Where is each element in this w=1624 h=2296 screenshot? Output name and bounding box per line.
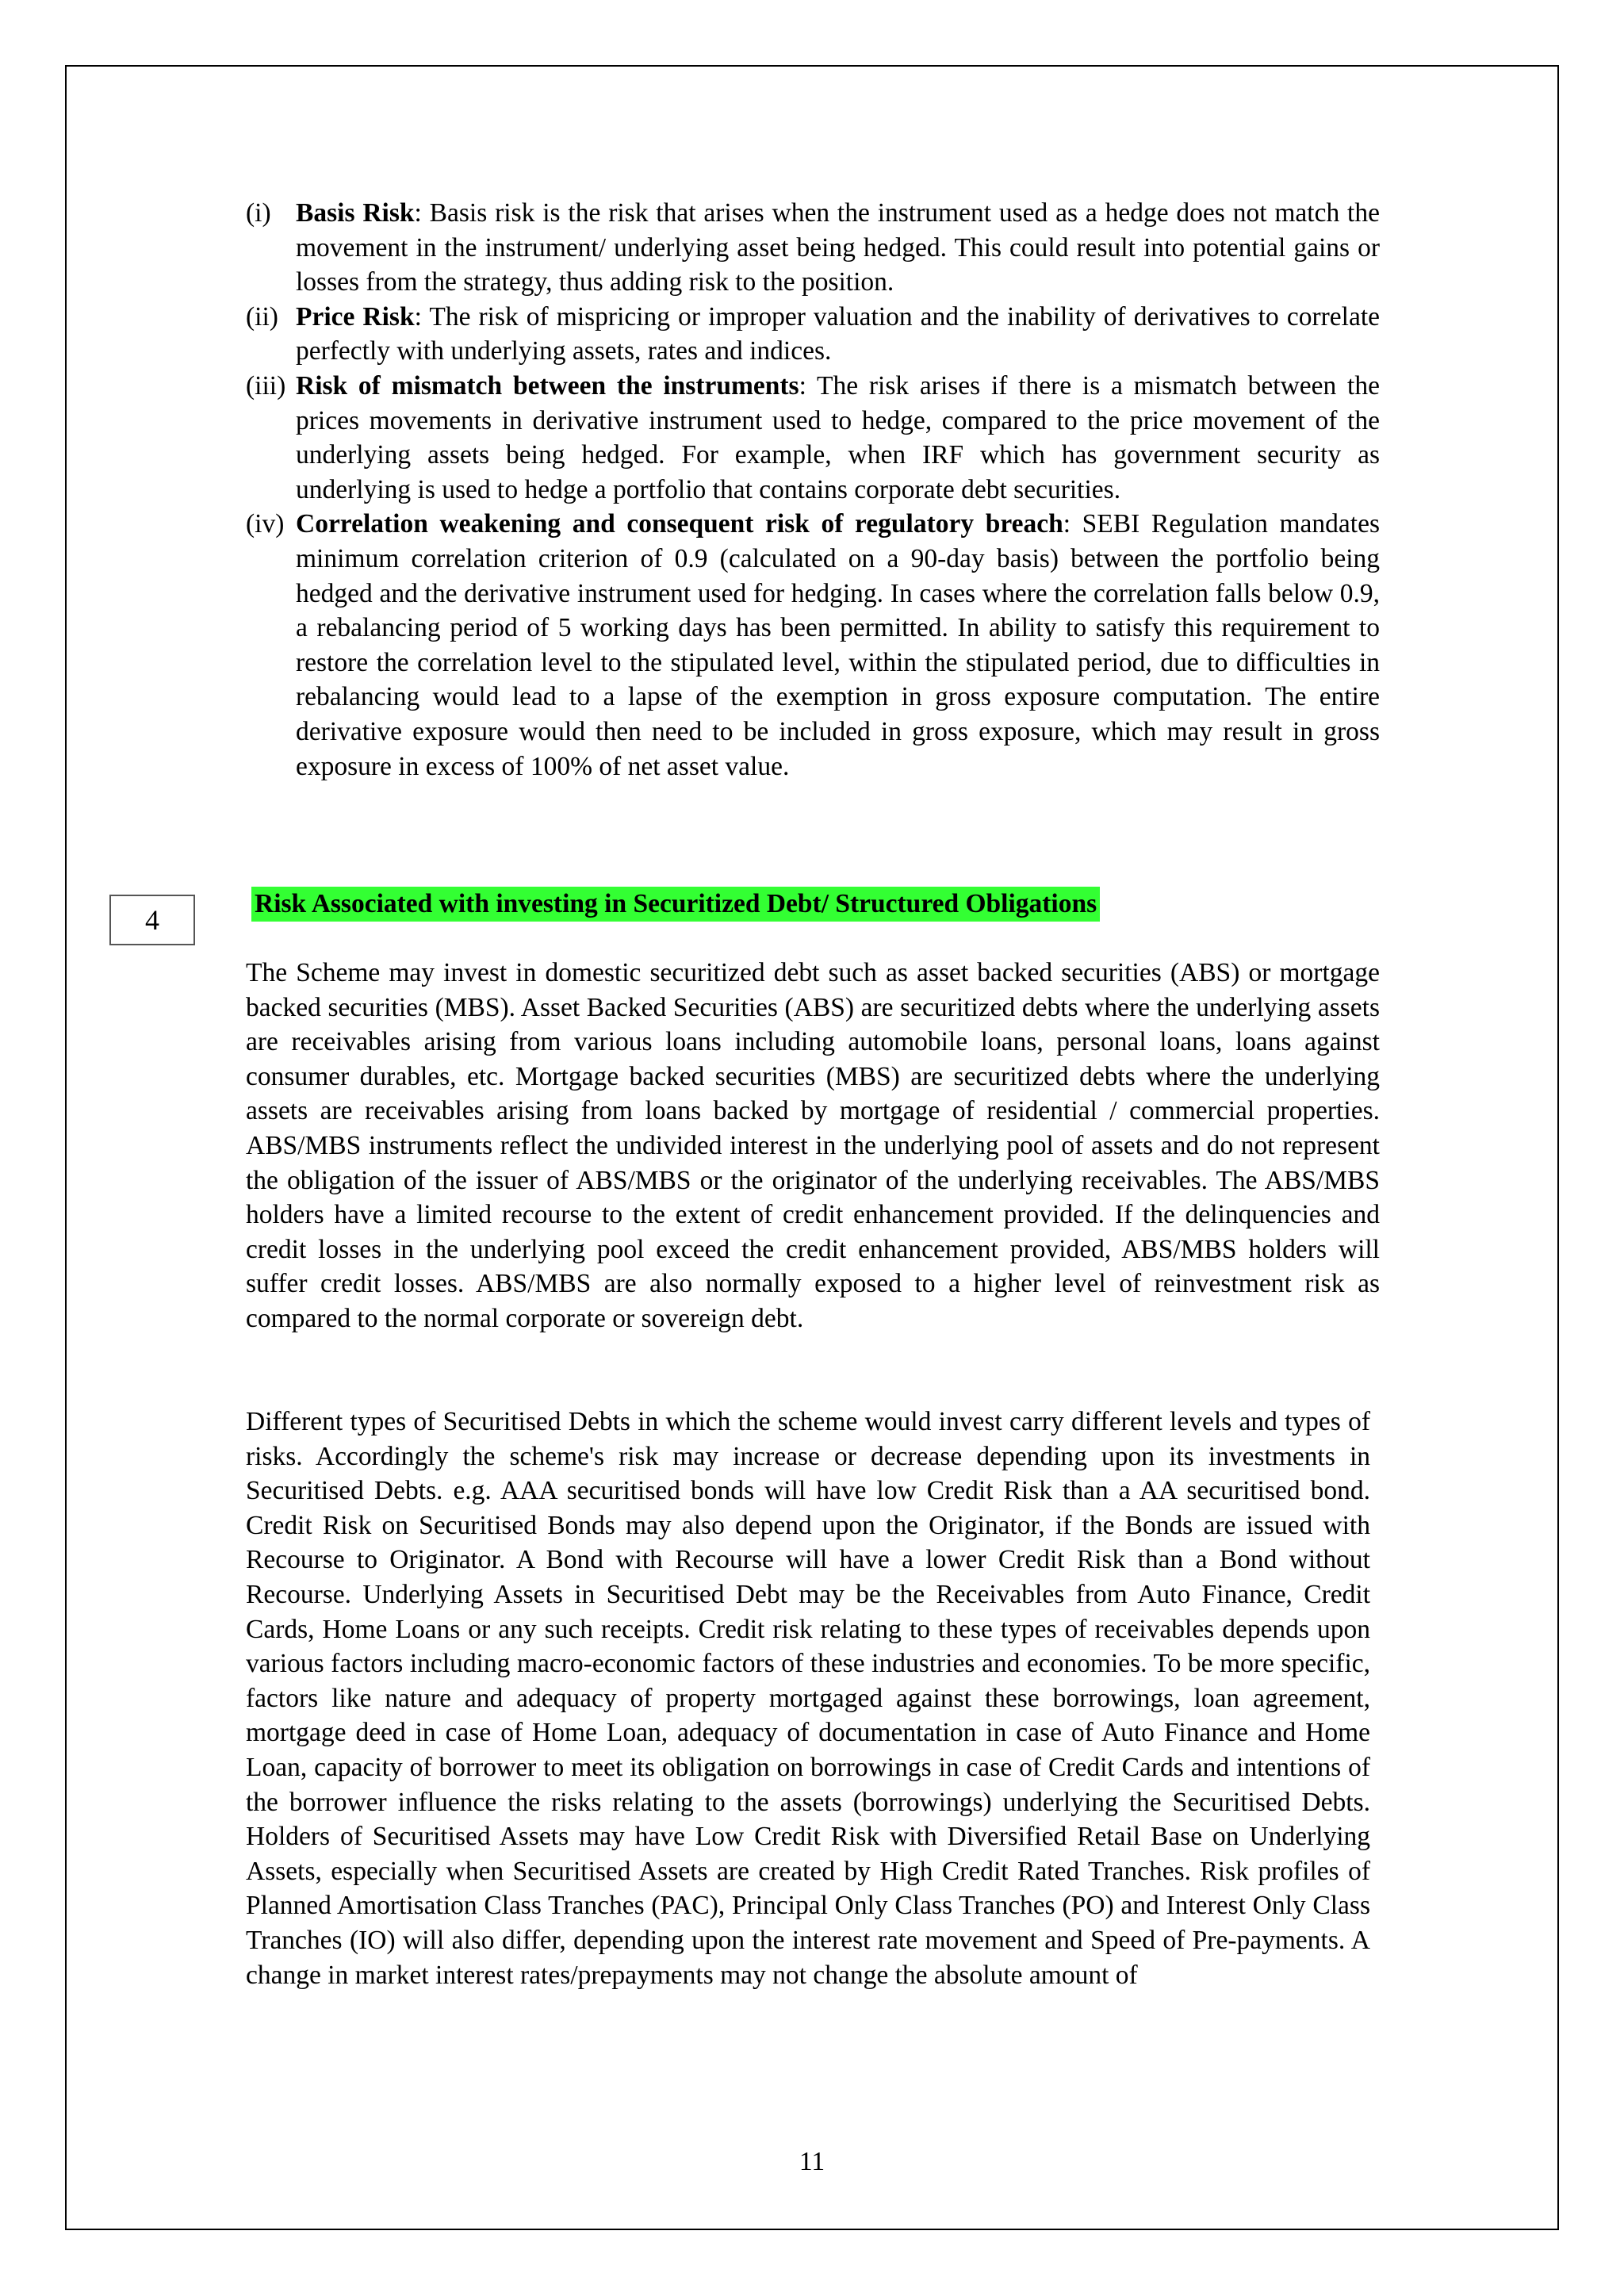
risk-item-number: (iv) — [246, 509, 285, 539]
page-number: 11 — [799, 2147, 825, 2176]
risk-item-text: : The risk arises if there is a mismatch between the prices movements in derivative instrument used to hedge, compared to the price movement of the underlying assets being hedged. For example, when IRF which has government security as underlying is used to hedge a portfolio that contains corporate debt securities. — [296, 370, 1380, 504]
risk-item-title: Price Risk — [296, 301, 415, 332]
risk-item-text: : The risk of mispricing or improper valuation and the inability of derivatives to correlate perfectly with underlying assets, rates and indices. — [296, 301, 1380, 366]
risk-item-basis — [246, 196, 1380, 300]
risk-item-title: Basis Risk — [296, 198, 415, 228]
risk-item-number: (i) — [246, 198, 271, 228]
risk-item-correlation — [246, 507, 1380, 784]
risk-item-price — [246, 300, 1380, 369]
risk-item-title: Risk of mismatch between the instruments — [296, 370, 799, 401]
risk-item-text: : Basis risk is the risk that arises when the instrument used as a hedge does not match the movement in the instrument/ underlying asset being hedged. This could result into potential gains or losses from the strategy, thus adding risk to the position. — [296, 198, 1380, 297]
section-heading: Risk Associated with investing in Securitized Debt/ Structured Obligations — [251, 887, 1100, 922]
risk-list — [246, 196, 1380, 784]
risk-item-mismatch — [246, 369, 1380, 507]
risk-item-title: Correlation weakening and consequent risk of regulatory breach — [296, 509, 1063, 539]
body-paragraph: The Scheme may invest in domestic securitized debt such as asset backed securities (ABS) or mortgage backed securities (MBS). Asset Backed Securities (ABS) are securitized debts where the underlying assets are receivables arising from various loans including automobile loans, personal loans, loans against consumer durables, etc. Mortgage backed securities (MBS) are securitized debts where the underlying assets are receivables arising from loans backed by mortgage of residential / commercial properties. ABS/MBS instruments reflect the undivided interest in the underlying pool of assets and do not represent the obligation of the issuer of ABS/MBS or the originator of the underlying receivables. The ABS/MBS holders have a limited recourse to the extent of credit enhancement provided. If the delinquencies and credit losses in the underlying pool exceed the credit enhancement provided, ABS/MBS holders will suffer credit losses. ABS/MBS are also normally exposed to a higher level of reinvestment risk as compared to the normal corporate or sovereign debt. — [246, 958, 1380, 1333]
risk-list-container — [246, 196, 1380, 784]
section-number-box: 4 — [109, 895, 195, 945]
body-paragraph: Different types of Securitised Debts in which the scheme would invest carry different levels and types of risks. Accordingly the scheme's risk may increase or decrease depending upon its investments in Securitised Debts. e.g. AAA securitised bonds will have low Credit Risk than a AA securitised bond. Credit Risk on Securitised Bonds may also depend upon the Originator, if the Bonds are issued with Recourse to Originator. A Bond with Recourse will have a lower Credit Risk than a Bond without Recourse. Underlying Assets in Securitised Debt may be the Receivables from Auto Finance, Credit Cards, Home Loans or any such receipts. Credit risk relating to these types of receivables depends upon various factors including macro-economic factors of these industries and economies. To be more specific, factors like nature and adequacy of property mortgaged against these borrowings, loan agreement, mortgage deed in case of Home Loan, adequacy of documentation in case of Auto Finance and Home Loan, capacity of borrower to meet its obligation on borrowings in case of Credit Cards and intentions of the borrower influence the risks relating to the assets (borrowings) underlying the Securitised Debts. Holders of Securitised Assets may have Low Credit Risk with Diversified Retail Base on Underlying Assets, especially when Securitised Assets are created by High Credit Rated Tranches. Risk profiles of Planned Amortisation Class Tranches (PAC), Principal Only Class Tranches (PO) and Interest Only Class Tranches (IO) will also differ, depending upon the interest rate movement and Speed of Pre-payments. A change in market interest rates/prepayments may not change the absolute amount of — [246, 1407, 1370, 1990]
risk-item-text: : SEBI Regulation mandates minimum correlation criterion of 0.9 (calculated on a 90-day basis) between the portfolio being hedged and the derivative instrument used for hedging. In cases where the correlation falls below 0.9, a rebalancing period of 5 working days has been permitted. In ability to satisfy this requirement to restore the correlation level to the stipulated level, within the stipulated period, due to difficulties in rebalancing would lead to a lapse of the exemption in gross exposure computation. The entire derivative exposure would then need to be included in gross exposure, which may result in gross exposure in excess of 100% of net asset value. — [296, 509, 1380, 781]
risk-item-number: (iii) — [246, 370, 286, 401]
risk-item-number: (ii) — [246, 301, 278, 332]
